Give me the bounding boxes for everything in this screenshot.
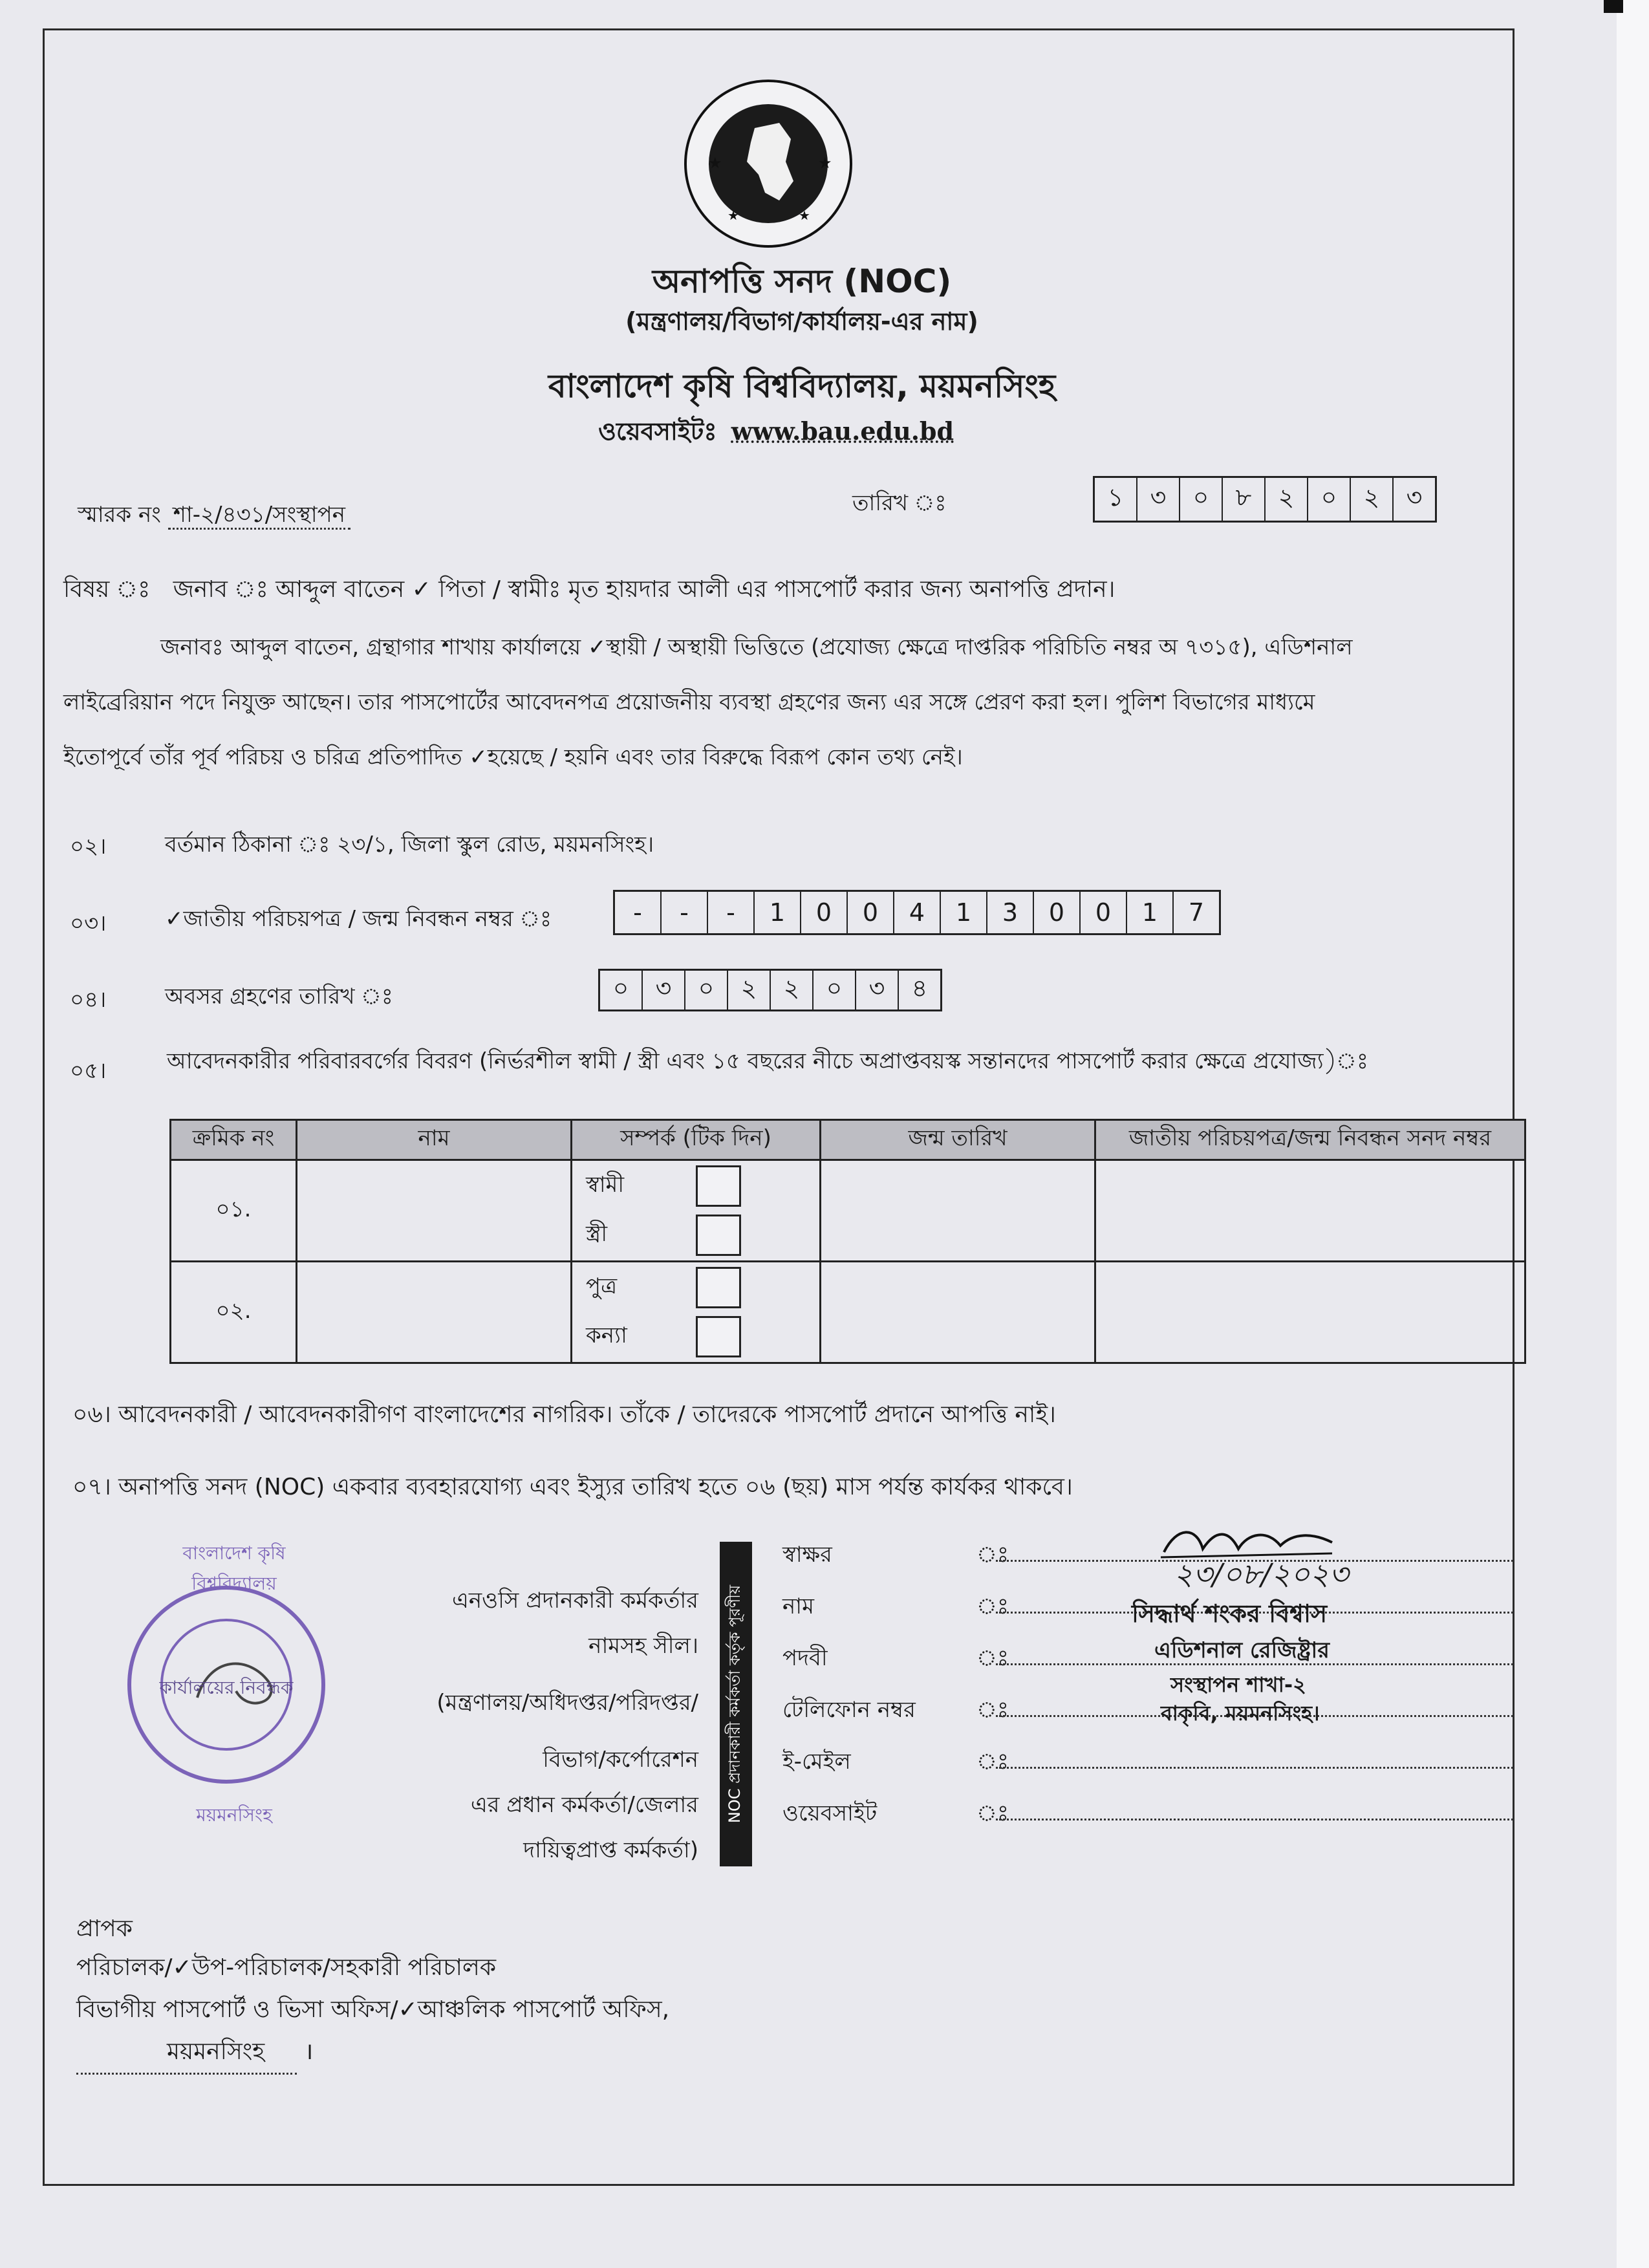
col-dob: জন্ম তারিখ bbox=[821, 1120, 1095, 1160]
table-row bbox=[171, 1262, 1525, 1363]
relation-cell bbox=[572, 1160, 821, 1262]
officer-instructions bbox=[362, 1578, 698, 1873]
digit-box: ২ bbox=[771, 971, 814, 1010]
digit-box: ০ bbox=[1180, 478, 1223, 521]
recipient-city: ময়মনসিংহ bbox=[76, 2034, 297, 2075]
digit-box: 4 bbox=[894, 892, 941, 933]
digit-box: ৩ bbox=[1406, 483, 1423, 512]
field-name bbox=[782, 1590, 1513, 1641]
digit-box: - bbox=[662, 892, 708, 933]
digit-box: ০ bbox=[685, 971, 728, 1010]
field-colon: ঃ bbox=[976, 1749, 1009, 1775]
digit-box: - bbox=[708, 892, 755, 933]
subject-label: বিষয় ঃ bbox=[63, 576, 151, 603]
item-02-number: ০২। bbox=[70, 834, 107, 859]
retire-label: অবসর গ্রহণের তারিখ ঃ bbox=[165, 984, 393, 1010]
digit-box: ৩ bbox=[1137, 478, 1180, 521]
field-designation bbox=[782, 1637, 1513, 1693]
seal-ring-text: বাংলাদেশ কৃষি বিশ্ববিদ্যালয় bbox=[182, 1542, 286, 1594]
nid-label: ✓জাতীয় পরিচয়পত্র / জন্ম নিবন্ধন নম্বর ঃ bbox=[165, 906, 552, 932]
page-border bbox=[43, 28, 1514, 2186]
memo-ref bbox=[78, 498, 350, 535]
subject-line bbox=[63, 572, 1115, 610]
body-line-2: লাইব্রেরিয়ান পদে নিযুক্ত আছেন। তার পাসপোর্টের আবেদনপত্র প্রয়োজনীয় ব্যবস্থা গ্রহণের জন্য এর সঙ্গে প্রেরণ করা হল। পুলিশ বিভাগের মাধ্যমে bbox=[63, 689, 1315, 715]
retirement-date-boxes bbox=[598, 969, 942, 1011]
officer-line: নামসহ সীল। bbox=[588, 1633, 698, 1659]
clause-07: ০৭। অনাপত্তি সনদ (NOC) একবার ব্যবহারযোগ্য এবং ইস্যুর তারিখ হতে ০৬ (ছয়) মাস পর্যন্ত কার্যকর থাকবে। bbox=[72, 1474, 1073, 1500]
government-emblem bbox=[682, 78, 854, 250]
officer-line: (মন্ত্রণালয়/অধিদপ্তর/পরিদপ্তর/ bbox=[436, 1690, 698, 1716]
col-serial: ক্রমিক নং bbox=[171, 1120, 297, 1160]
field-label: ওয়েবসাইট bbox=[782, 1800, 878, 1826]
side-band bbox=[720, 1542, 752, 1866]
field-website bbox=[782, 1797, 1513, 1848]
recipient-line-2: বিভাগীয় পাসপোর্ট ও ভিসা অফিস/✓আঞ্চলিক পাসপোর্ট অফিস, bbox=[76, 1996, 670, 2023]
field-signature bbox=[782, 1538, 1513, 1590]
field-colon: ঃ bbox=[976, 1697, 1009, 1723]
digit-box: 1 bbox=[941, 892, 987, 933]
seal-center-text: কার্যালয়ের নিবন্ধক bbox=[159, 1677, 294, 1698]
officer-name: সিদ্ধার্থ শংকর বিশ্বাস bbox=[1132, 1599, 1328, 1628]
digit-box: ৩ bbox=[856, 971, 899, 1010]
doc-subtitle: (মন্ত্রণালয়/বিভাগ/কার্যালয়-এর নাম) bbox=[625, 307, 978, 336]
field-label: পদবী bbox=[782, 1645, 828, 1671]
handwritten-date: ২৩/০৮/২০২৩ bbox=[1174, 1557, 1349, 1592]
officer-section: সংস্থাপন শাখা-২ bbox=[1170, 1672, 1306, 1697]
scan-artifact bbox=[1604, 0, 1623, 13]
website-link[interactable]: www.bau.edu.bd bbox=[731, 416, 954, 446]
row-name-cell[interactable] bbox=[297, 1160, 572, 1262]
officer-institution: বাকৃবি, ময়মনসিংহ। bbox=[1161, 1701, 1320, 1725]
address-text: বর্তমান ঠিকানা ঃ ২৩/১, জিলা স্কুল রোড, ময়মনসিংহ। bbox=[165, 832, 654, 858]
digit-box: 1 bbox=[755, 892, 801, 933]
digit-box: ০ bbox=[1308, 478, 1351, 521]
field-email bbox=[782, 1745, 1513, 1797]
signature-fields bbox=[782, 1538, 1513, 1848]
row-serial: ০১. bbox=[171, 1160, 297, 1262]
table-header-row bbox=[171, 1120, 1525, 1160]
body-line-3: ইতোপূর্বে তাঁর পূর্ব পরিচয় ও চরিত্র প্রতিপাদিত ✓হয়েছে / হয়নি এবং তার বিরুদ্ধে বিরূপ কোন তথ্য নেই। bbox=[63, 744, 963, 770]
date-label: তারিখ ঃ bbox=[852, 490, 947, 516]
digit-box: - bbox=[615, 892, 662, 933]
digit-box: 0 bbox=[1034, 892, 1081, 933]
field-colon: ঃ bbox=[976, 1800, 1009, 1826]
digit-box: ৩ bbox=[643, 971, 685, 1010]
nid-number-boxes bbox=[613, 890, 1221, 935]
col-name: নাম bbox=[297, 1120, 572, 1160]
recipient-danda: । bbox=[304, 2038, 314, 2065]
scan-margin bbox=[1617, 0, 1649, 2268]
recipient-line-1: পরিচালক/✓উপ-পরিচালক/সহকারী পরিচালক bbox=[76, 1954, 497, 1981]
relation-label: স্ত্রী bbox=[586, 1220, 608, 1247]
relation-checkbox[interactable] bbox=[696, 1215, 741, 1256]
digit-box: ০ bbox=[814, 971, 856, 1010]
digit-box: 0 bbox=[848, 892, 894, 933]
field-label: নাম bbox=[782, 1593, 815, 1619]
table-row bbox=[171, 1160, 1525, 1262]
recipient-label: প্রাপক bbox=[76, 1916, 133, 1942]
field-line bbox=[996, 1767, 1513, 1769]
relation-checkbox[interactable] bbox=[696, 1316, 741, 1357]
svg-text:★: ★ bbox=[708, 154, 722, 172]
body-line-1: জনাবঃ আব্দুল বাতেন, গ্রন্থাগার শাখায় কার্যালয়ে ✓স্থায়ী / অস্থায়ী ভিত্তিতে (প্রযোজ্য ক্ষেত্রে দাপ্তরিক পরিচিতি নম্বর অ ৭৩১৫), এডিশনাল bbox=[160, 634, 1353, 660]
row-serial: ০২. bbox=[171, 1262, 297, 1363]
row-dob-cell[interactable] bbox=[821, 1262, 1095, 1363]
digit-box: 1 bbox=[1127, 892, 1174, 933]
row-nid-cell[interactable] bbox=[1095, 1160, 1525, 1262]
officer-line: এর প্রধান কর্মকর্তা/জেলার bbox=[470, 1792, 698, 1818]
field-phone bbox=[782, 1672, 1513, 1745]
digit-box: ২ bbox=[1351, 478, 1394, 521]
digit-box: 3 bbox=[987, 892, 1034, 933]
row-name-cell[interactable] bbox=[297, 1262, 572, 1363]
field-line bbox=[996, 1819, 1513, 1820]
relation-label: কন্যা bbox=[586, 1322, 627, 1348]
relation-label: স্বামী bbox=[586, 1171, 625, 1198]
digit-box: ৪ bbox=[911, 974, 928, 1002]
digit-box: ০ bbox=[600, 971, 643, 1010]
digit-box: ১ bbox=[1095, 478, 1137, 521]
seal-bottom-text: ময়মনসিংহ bbox=[196, 1804, 272, 1826]
digit-box: ২ bbox=[728, 971, 771, 1010]
officer-line: এনওসি প্রদানকারী কর্মকর্তার bbox=[452, 1588, 698, 1614]
digit-box: ২ bbox=[1266, 478, 1308, 521]
field-label: স্বাক্ষর bbox=[782, 1542, 832, 1568]
officer-designation: এডিশনাল রেজিষ্ট্রার bbox=[1154, 1637, 1330, 1663]
field-colon: ঃ bbox=[976, 1542, 1009, 1568]
relation-label: পুত্র bbox=[586, 1273, 618, 1299]
relation-checkbox[interactable] bbox=[696, 1267, 741, 1308]
doc-title: অনাপত্তি সনদ (NOC) bbox=[652, 263, 952, 300]
field-colon: ঃ bbox=[976, 1645, 1009, 1671]
subject-text: জনাব ঃ আব্দুল বাতেন ✓ পিতা / স্বামীঃ মৃত হায়দার আলী এর পাসপোর্ট করার জন্য অনাপত্তি প্রদান। bbox=[173, 576, 1116, 603]
svg-text:★: ★ bbox=[818, 154, 832, 172]
org-name: বাংলাদেশ কৃষি বিশ্ববিদ্যালয়, ময়মনসিংহ bbox=[548, 367, 1056, 405]
family-table bbox=[169, 1119, 1526, 1364]
memo-label: স্মারক নং bbox=[78, 502, 161, 528]
issue-date-boxes bbox=[1093, 476, 1437, 523]
digit-box: 0 bbox=[1081, 892, 1127, 933]
item-05-number: ০৫। bbox=[70, 1058, 107, 1084]
officer-line: বিভাগ/কর্পোরেশন bbox=[543, 1747, 698, 1773]
website-label: ওয়েবসাইটঃ bbox=[598, 417, 717, 446]
memo-value: শা-২/৪৩১/সংস্থাপন bbox=[168, 502, 350, 530]
svg-text:★: ★ bbox=[799, 208, 810, 223]
field-label: ই-মেইল bbox=[782, 1749, 851, 1775]
svg-text:★: ★ bbox=[727, 208, 739, 223]
field-label: টেলিফোন নম্বর bbox=[782, 1697, 916, 1723]
digit-box: 0 bbox=[801, 892, 848, 933]
digit-box: ৮ bbox=[1223, 478, 1266, 521]
col-relation: সম্পর্ক (টিক দিন) bbox=[572, 1120, 821, 1160]
family-label: আবেদনকারীর পরিবারবর্গের বিবরণ (নির্ভরশীল স্বামী / স্ত্রী এবং ১৫ বছরের নীচে অপ্রাপ্তবয়স্ক সন্তানদের পাসপোর্ট করার ক্ষেত্রে প্রযোজ্য)ঃ bbox=[167, 1048, 1368, 1074]
side-band-text: NOC প্রদানকারী কর্মকর্তা কর্তৃক পূরণীয় bbox=[726, 1584, 744, 1824]
digit-box: 7 bbox=[1188, 898, 1205, 927]
clause-06: ০৬। আবেদনকারী / আবেদনকারীগণ বাংলাদেশের নাগরিক। তাঁকে / তাদেরকে পাসপোর্ট প্রদানে আপত্তি নাই। bbox=[72, 1401, 1056, 1428]
row-nid-cell[interactable] bbox=[1095, 1262, 1525, 1363]
item-04-number: ০৪। bbox=[70, 987, 107, 1013]
relation-checkbox[interactable] bbox=[696, 1165, 741, 1207]
officer-line: দায়িত্বপ্রাপ্ত কর্মকর্তা) bbox=[523, 1837, 698, 1863]
row-dob-cell[interactable] bbox=[821, 1160, 1095, 1262]
website-line bbox=[598, 413, 954, 454]
item-03-number: ০৩। bbox=[70, 911, 107, 936]
relation-cell bbox=[572, 1262, 821, 1363]
recipient-line-3-wrap bbox=[76, 2034, 313, 2075]
col-nid: জাতীয় পরিচয়পত্র/জন্ম নিবন্ধন সনদ নম্বর bbox=[1095, 1120, 1525, 1160]
field-colon: ঃ bbox=[976, 1593, 1009, 1619]
